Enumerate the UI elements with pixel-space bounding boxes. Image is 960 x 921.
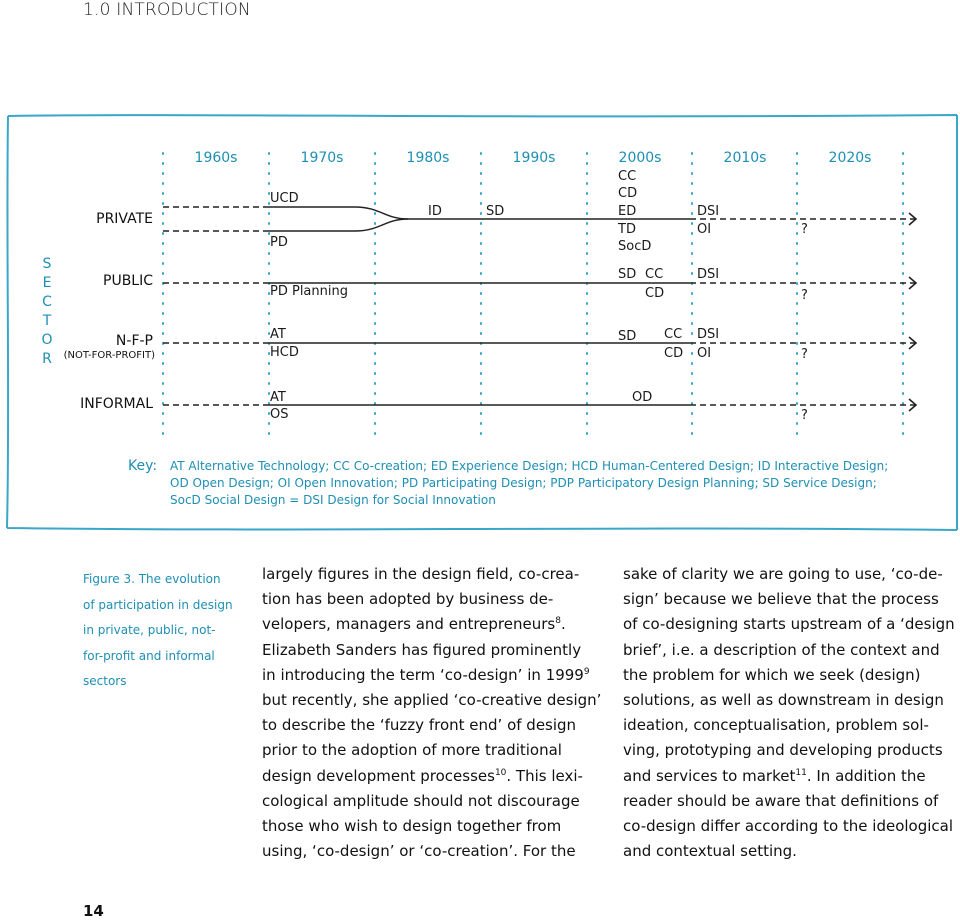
text-line: tion has been adopted by business de- <box>262 590 554 609</box>
text-line: of co-designing starts upstream of a ‘design <box>623 615 955 634</box>
section-header: 1.0 INTRODUCTION <box>83 0 251 20</box>
figure-caption <box>83 567 243 695</box>
decade-2000s: 2000s <box>618 150 662 166</box>
label-dsi: DSI <box>697 267 720 282</box>
decade-1980s: 1980s <box>406 150 450 166</box>
row-label-public: PUBLIC <box>103 273 153 289</box>
sector-letter: E <box>42 275 52 291</box>
label-unknown: ? <box>801 222 808 237</box>
text-line: Elizabeth Sanders has figured prominently <box>262 640 582 659</box>
text-line: and services to market$^{11}$. In addition the <box>623 766 926 785</box>
row-label-informal: INFORMAL <box>80 396 153 412</box>
text-line: prior to the adoption of more traditional <box>262 741 562 760</box>
text-line: ideation, conceptualisation, problem sol- <box>623 716 929 735</box>
caption-line: of participation in design <box>83 597 233 612</box>
label-socd: SocD <box>618 239 652 254</box>
decade-2010s: 2010s <box>723 150 767 166</box>
text-line: in introducing the term ‘co-design’ in 1999$^9$ <box>262 665 590 684</box>
text-line: brief’, i.e. a description of the context and <box>623 640 940 659</box>
footnote-ref: 10 <box>494 767 507 778</box>
label-dsi: DSI <box>697 327 720 342</box>
text-line: co-design differ according to the ideological <box>623 817 954 836</box>
decade-1970s: 1970s <box>300 150 344 166</box>
key-line: AT Alternative Technology; CC Co-creation; ED Experience Design; HCD Human-Centered Design; ID Interactive Design; <box>170 459 889 473</box>
label-sd: SD <box>486 204 505 219</box>
label-cc: CC <box>664 327 683 342</box>
label-sd: SD <box>618 267 637 282</box>
sector-letter: O <box>41 332 53 348</box>
decade-1960s: 1960s <box>194 150 238 166</box>
label-at: AT <box>270 327 286 342</box>
caption-line: in private, public, not- <box>83 623 216 637</box>
row-label-nfp-sub: (NOT-FOR-PROFIT) <box>63 350 155 361</box>
caption-line: Figure 3. The evolution <box>83 572 221 586</box>
footnote-ref: 9 <box>583 666 590 677</box>
label-td: TD <box>618 222 636 237</box>
footnote-ref: 8 <box>555 616 561 627</box>
body-column-1 <box>262 562 601 864</box>
text-line: cological amplitude should not discourage <box>262 791 580 810</box>
text-line: reader should be aware that definitions of <box>623 791 939 810</box>
text-line: solutions, as well as downstream in design <box>623 691 944 710</box>
label-cc: CC <box>645 267 664 282</box>
row-label-nfp: N-F-P <box>115 333 153 349</box>
page-number: 14 <box>83 902 104 920</box>
text-line: but recently, she applied ‘co-creative design’ <box>262 691 602 710</box>
label-ed: ED <box>618 204 637 219</box>
label-cd: CD <box>618 186 638 201</box>
label-cd: CD <box>645 286 665 301</box>
label-oi: OI <box>697 222 712 237</box>
key-line: SocD Social Design = DSI Design for Social Innovation <box>170 493 496 507</box>
caption-line: sectors <box>83 674 127 688</box>
label-id: ID <box>428 204 442 219</box>
text-line: those who wish to design together from <box>262 817 562 836</box>
label-unknown: ? <box>801 408 808 423</box>
text-line: sake of clarity we are going to use, ‘co-de- <box>623 565 943 583</box>
footnote-ref: 11 <box>795 767 807 778</box>
row-label-private: PRIVATE <box>96 211 153 227</box>
label-cd: CD <box>664 346 684 361</box>
label-sd: SD <box>618 329 637 344</box>
text-line: design development processes$^{10}$. This lexi- <box>262 766 583 785</box>
body-column-2 <box>623 562 955 864</box>
label-oi: OI <box>697 346 712 361</box>
label-dsi: DSI <box>697 204 720 219</box>
sector-letter: T <box>42 313 52 329</box>
label-od: OD <box>632 390 653 405</box>
text-line: using, ‘co-design’ or ‘co-creation’. For the <box>262 842 576 861</box>
label-pd-planning: PD Planning <box>270 284 348 299</box>
sector-letter: S <box>42 256 52 272</box>
key-label: Key: <box>128 458 158 474</box>
label-os: OS <box>270 407 289 422</box>
sector-letter: R <box>42 351 52 367</box>
label-unknown: ? <box>801 288 808 303</box>
text-line: velopers, managers and entrepreneurs$^8$. <box>262 615 566 634</box>
label-cc: CC <box>618 169 637 184</box>
text-line: sign’ because we believe that the process <box>623 590 939 609</box>
row-arrows <box>909 213 916 411</box>
label-at: AT <box>270 390 286 405</box>
label-unknown: ? <box>801 347 808 362</box>
text-line: the problem for which we seek (design) <box>623 665 921 684</box>
text-line: ving, prototyping and developing products <box>623 741 943 760</box>
decade-1990s: 1990s <box>512 150 556 166</box>
text-line: to describe the ‘fuzzy front end’ of design <box>262 716 577 735</box>
caption-line: for-profit and informal <box>83 648 215 663</box>
sector-letter: C <box>42 294 52 310</box>
text-line: largely figures in the design field, co-crea- <box>262 565 580 583</box>
label-hcd: HCD <box>270 345 299 360</box>
key-line: OD Open Design; OI Open Innovation; PD Participating Design; PDP Participatory Design Planning; SD Service Design; <box>170 476 877 490</box>
decade-2020s: 2020s <box>828 150 872 166</box>
text-line: and contextual setting. <box>623 842 797 861</box>
label-ucd: UCD <box>270 191 299 206</box>
label-pd: PD <box>270 235 288 250</box>
